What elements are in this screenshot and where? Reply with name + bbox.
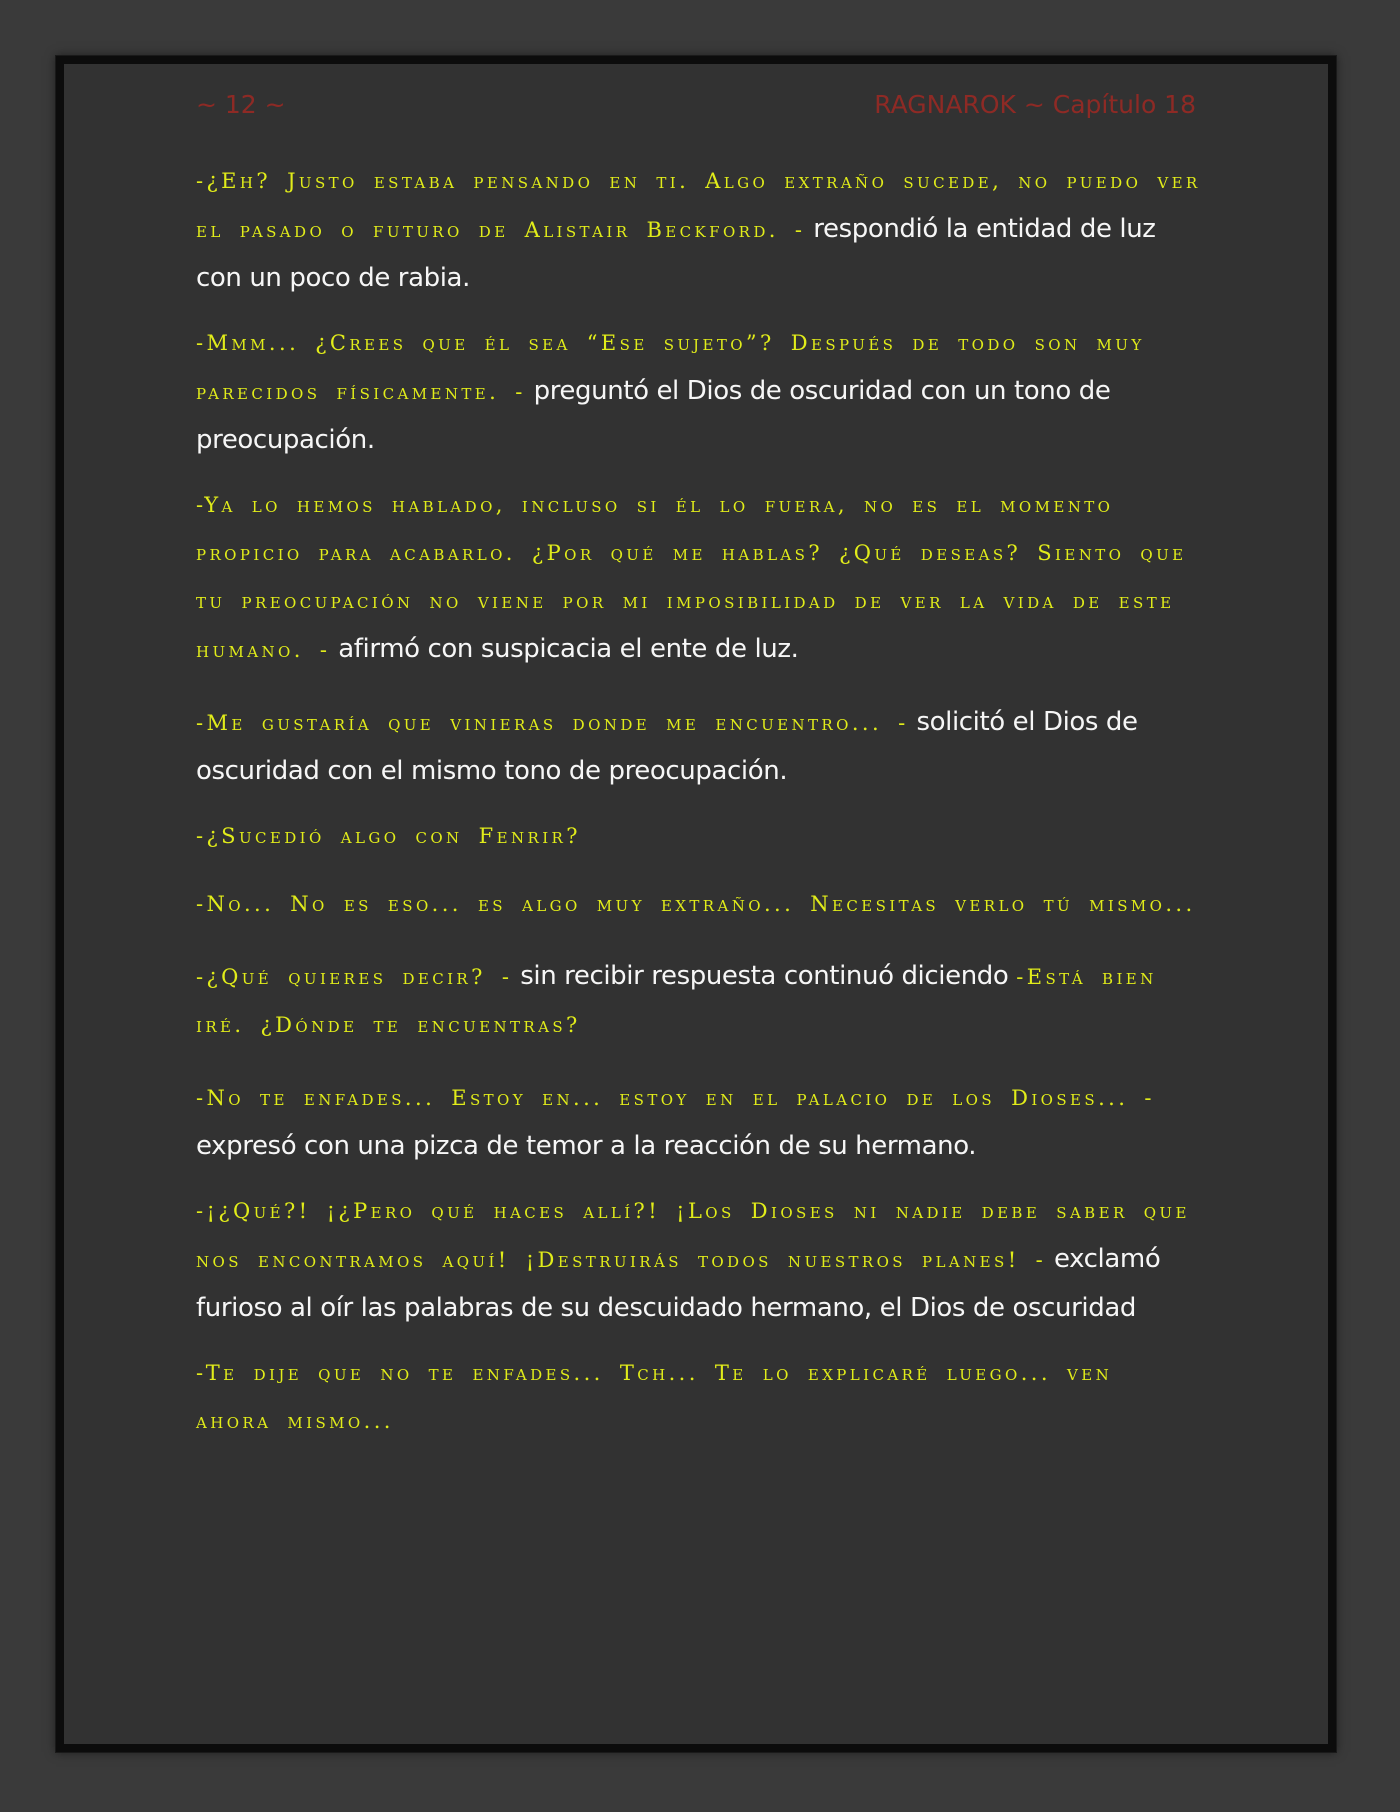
- paragraph: [196, 881, 1202, 929]
- narration-text: preguntó el Dios de oscuridad con un tono de preocupación.: [196, 376, 1111, 455]
- dialogue-text: -No... No es eso... es algo muy extraño... Necesitas verlo tú mismo...: [196, 892, 1196, 916]
- chapter-title: RAGNAROK ~ Capítulo 18: [874, 89, 1196, 119]
- paragraph: [196, 482, 1202, 675]
- dialogue-text: -No te enfades... Estoy en... estoy en el palacio de los Dioses... -: [196, 1086, 1155, 1110]
- dialogue-text: -Está bien iré. ¿Dónde te encuentras?: [196, 965, 1157, 1037]
- paragraph: [196, 320, 1202, 466]
- paragraph: [196, 158, 1202, 304]
- narration-text: sin recibir respuesta continuó diciendo: [512, 961, 1017, 991]
- paragraph: [196, 699, 1202, 797]
- paragraph: [196, 1074, 1202, 1172]
- narration-text: solicitó el Dios de oscuridad con el mismo tono de preocupación.: [196, 707, 1138, 786]
- dialogue-text: -Me gustaría que vinieras donde me encuentro... -: [196, 711, 909, 735]
- narration-text: afirmó con suspicacia el ente de luz.: [330, 634, 799, 664]
- narration-text: respondió la entidad de luz con un poco de rabia.: [196, 214, 1156, 293]
- dialogue-text: -Te dije que no te enfades... Tch... Te lo explicaré luego... ven ahora mismo...: [196, 1361, 1113, 1433]
- dialogue-text: -¿Eh? Justo estaba pensando en ti. Algo extraño sucede, no puedo ver el pasado o futuro de Alistair Beckford. -: [196, 169, 1201, 242]
- page-number: ~ 12 ~: [196, 89, 286, 119]
- narration-text: expresó con una pizca de temor a la reacción de su hermano.: [196, 1131, 977, 1161]
- paragraph: [196, 953, 1202, 1050]
- paragraph: [196, 813, 1202, 861]
- page-header: [196, 82, 1196, 126]
- dialogue-text: -¡¿Qué?! ¡¿Pero qué haces allí?! ¡Los Dioses ni nadie debe saber que nos encontramos aquí! ¡Destruirás todos nuestros planes! -: [196, 1199, 1190, 1272]
- narration-text: exclamó furioso al oír las palabras de su descuidado hermano, el Dios de oscuridad: [196, 1244, 1161, 1323]
- dialogue-text: -Mmm... ¿Crees que él sea “Ese sujeto”? Después de todo son muy parecidos físicamente. -: [196, 331, 1145, 404]
- dialogue-text: -Ya lo hemos hablado, incluso si él lo fuera, no es el momento propicio para acabarlo. ¿Por qué me hablas? ¿Qué deseas? Siento que tu preocupación no viene por mi imposibilidad de ver la vida de este humano. -: [196, 493, 1187, 662]
- dialogue-text: -¿Sucedió algo con Fenrir?: [196, 824, 581, 848]
- paragraph: [196, 1350, 1202, 1446]
- story-text: [196, 158, 1202, 1446]
- paragraph: [196, 1188, 1202, 1334]
- dialogue-text: -¿Qué quieres decir? -: [196, 965, 513, 989]
